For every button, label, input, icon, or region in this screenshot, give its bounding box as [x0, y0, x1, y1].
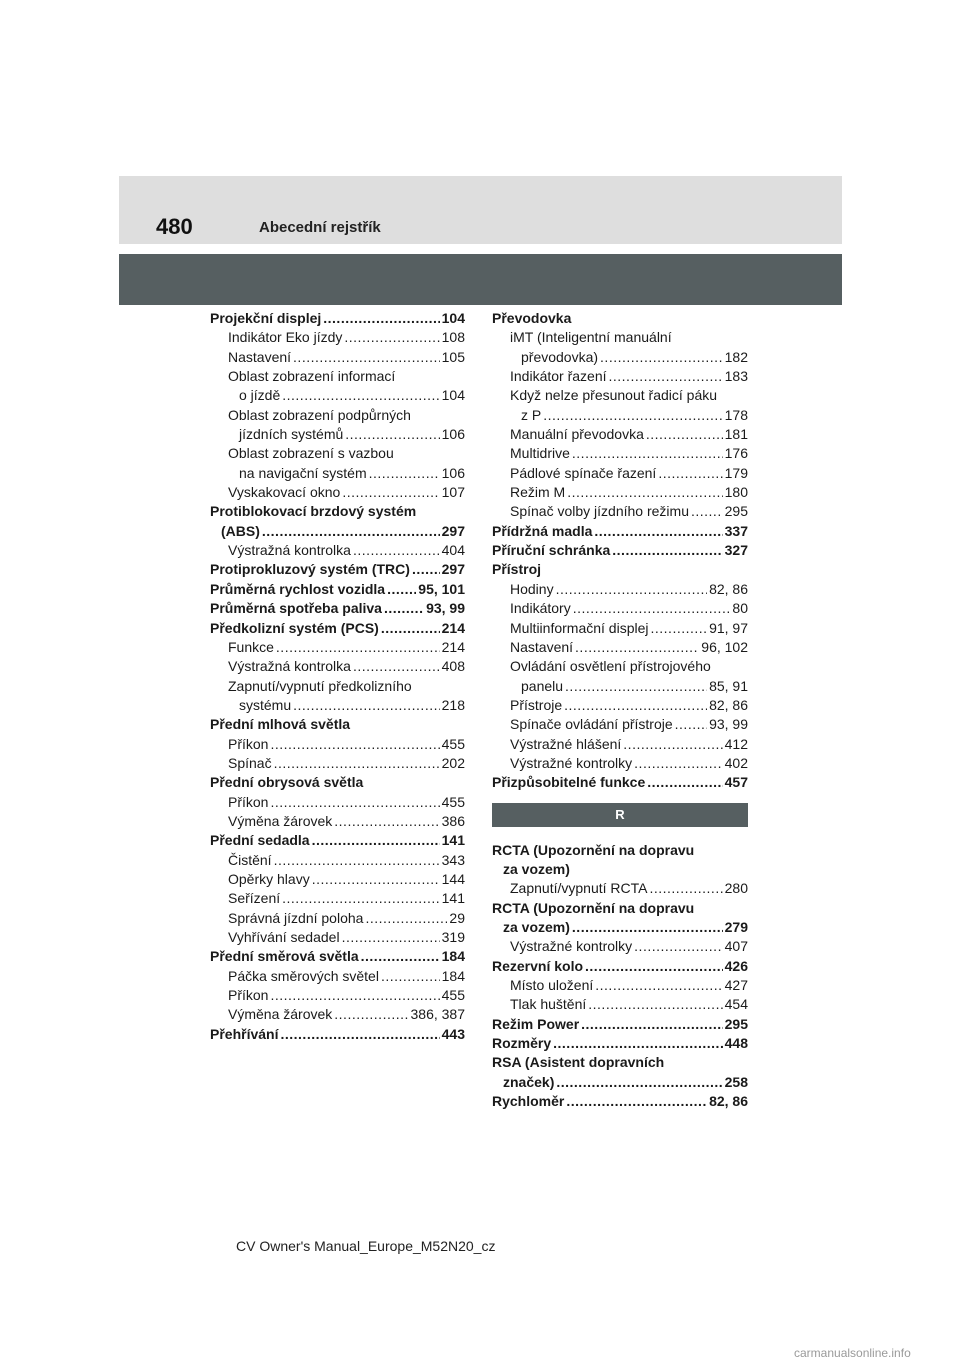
- index-entry: [210, 1025, 465, 1044]
- index-subentry: [210, 793, 465, 812]
- entry-text: Vyhřívání sedadel: [228, 929, 340, 945]
- entry-text: systému: [239, 696, 292, 713]
- index-subentry: [210, 677, 465, 696]
- leader-dots: [280, 1025, 439, 1044]
- index-subentry: [210, 425, 465, 444]
- entry-text: Protiprokluzový systém (TRC): [210, 561, 410, 578]
- index-entry: [492, 899, 748, 918]
- entry-text: z P: [521, 406, 542, 423]
- leader-dots: [573, 599, 731, 618]
- entry-text: za vozem): [503, 918, 570, 935]
- index-subentry: [492, 879, 748, 898]
- entry-text: jízdních systémů: [239, 426, 344, 443]
- page-reference: 144: [441, 870, 465, 887]
- leader-dots: [412, 560, 440, 579]
- index-subentry: [492, 995, 748, 1014]
- index-entry: [210, 773, 465, 792]
- index-subentry: [210, 348, 465, 367]
- index-subentry: [492, 464, 748, 483]
- entry-text: Seřízení: [228, 890, 281, 907]
- page-reference: 82, 86: [709, 580, 748, 597]
- index-subentry: [210, 638, 465, 657]
- leader-dots: [585, 957, 723, 976]
- page-reference: 218: [441, 696, 465, 713]
- leader-dots: [572, 444, 723, 463]
- index-entry: [210, 560, 465, 579]
- page-reference: 179: [724, 464, 748, 481]
- page-reference: 443: [441, 1025, 465, 1042]
- index-subentry: [492, 638, 748, 657]
- entry-text: Vyskakovací okno: [228, 484, 341, 501]
- entry-text: Převodovka: [492, 310, 572, 326]
- entry-text: Když nelze přesunout řadicí páku: [510, 387, 718, 404]
- entry-text: na navigační systém: [239, 464, 367, 481]
- index-subentry: [492, 619, 748, 638]
- leader-dots: [387, 580, 416, 599]
- watermark: carmanualsonline.info: [794, 1346, 911, 1360]
- page-reference: 181: [724, 426, 748, 443]
- entry-text: Přední sedadla: [210, 832, 310, 849]
- page-reference: 184: [441, 948, 465, 965]
- entry-text: Hodiny: [510, 580, 554, 597]
- entry-text: Indikátor Eko jízdy: [228, 329, 343, 346]
- leader-dots: [594, 522, 722, 541]
- index-entry: [492, 957, 748, 976]
- leader-dots: [353, 541, 440, 560]
- page-reference: 106: [441, 464, 465, 481]
- header-band: [119, 176, 842, 244]
- leader-dots: [342, 483, 439, 502]
- index-group-r: [492, 841, 748, 1112]
- page-reference: 407: [724, 938, 748, 955]
- entry-text: Průměrná spotřeba paliva: [210, 600, 382, 617]
- page-reference: 141: [441, 890, 465, 907]
- leader-dots: [384, 599, 424, 618]
- page-reference: 93, 99: [709, 716, 748, 733]
- page-reference: 214: [441, 638, 465, 655]
- index-subentry: [492, 444, 748, 463]
- page-reference: 386, 387: [410, 1006, 465, 1023]
- entry-text: Spínače ovládání přístroje: [510, 716, 673, 733]
- entry-text: o jízdě: [239, 387, 281, 404]
- leader-dots: [543, 406, 722, 425]
- leader-dots: [342, 928, 440, 947]
- page-reference: 295: [724, 1015, 748, 1032]
- page-reference: 82, 86: [709, 1093, 748, 1110]
- page-reference: 202: [441, 754, 465, 771]
- index-entry: [210, 947, 465, 966]
- index-subentry: [210, 464, 465, 483]
- index-subentry: [492, 406, 748, 425]
- page-reference: 343: [441, 851, 465, 868]
- page-reference: 402: [724, 754, 748, 771]
- index-entry: [492, 541, 748, 560]
- page-reference: 95, 101: [418, 580, 465, 597]
- index-subentry: [210, 696, 465, 715]
- page-reference: 106: [441, 426, 465, 443]
- page-reference: 295: [724, 503, 748, 520]
- page-reference: 258: [724, 1073, 748, 1090]
- leader-dots: [293, 348, 440, 367]
- page-reference: 455: [441, 793, 465, 810]
- entry-text: Opěrky hlavy: [228, 870, 310, 887]
- leader-dots: [623, 735, 722, 754]
- page-reference: 214: [441, 619, 465, 636]
- leader-dots: [567, 483, 722, 502]
- entry-text: Příkon: [228, 793, 269, 810]
- index-subentry: [210, 986, 465, 1005]
- section-letter-bar: R: [492, 803, 748, 827]
- entry-text: Indikátor řazení: [510, 368, 607, 385]
- index-entry: [492, 1092, 748, 1111]
- index-entry: [210, 619, 465, 638]
- page-reference: 85, 91: [709, 677, 748, 694]
- index-entry: [492, 522, 748, 541]
- entry-text: Oblast zobrazení s vazbou: [228, 445, 394, 462]
- entry-text: Projekční displej: [210, 310, 322, 326]
- index-subentry: [492, 657, 748, 676]
- page-reference: 404: [441, 542, 465, 559]
- leader-dots: [553, 1034, 723, 1053]
- entry-text: Přehřívání: [210, 1025, 279, 1042]
- page-reference: 93, 99: [426, 600, 465, 617]
- leader-dots: [334, 1005, 408, 1024]
- index-subentry: [492, 386, 748, 405]
- entry-text: Výstražné hlášení: [510, 735, 622, 752]
- page-reference: 454: [724, 996, 748, 1013]
- index-subentry: [492, 677, 748, 696]
- entry-text: Pádlové spínače řazení: [510, 464, 657, 481]
- entry-text: Multidrive: [510, 445, 570, 462]
- page-reference: 91, 97: [709, 619, 748, 636]
- index-subentry: [492, 483, 748, 502]
- index-subentry: [210, 928, 465, 947]
- section-banner: [119, 254, 842, 305]
- leader-dots: [270, 793, 439, 812]
- entry-text: RCTA (Upozornění na dopravu: [492, 899, 695, 916]
- page-reference: 105: [441, 348, 465, 365]
- entry-text: za vozem): [503, 860, 570, 877]
- index-subentry: [492, 754, 748, 773]
- leader-dots: [293, 696, 440, 715]
- index-subentry: [210, 1005, 465, 1024]
- page-reference: 80: [732, 600, 748, 617]
- index-subentry: [492, 937, 748, 956]
- page-reference: 297: [441, 561, 465, 578]
- leader-dots: [634, 937, 722, 956]
- leader-dots: [345, 425, 439, 444]
- page-reference: 408: [441, 658, 465, 675]
- leader-dots: [353, 657, 440, 676]
- entry-text: Místo uložení: [510, 977, 594, 993]
- leader-dots: [612, 541, 722, 560]
- entry-text: Spínač: [228, 754, 272, 771]
- index-entry: [492, 841, 748, 860]
- page-reference: 427: [724, 977, 748, 993]
- entry-text: Přední mlhová světla: [210, 716, 351, 733]
- index-entry: [210, 522, 465, 541]
- entry-text: převodovka): [521, 348, 599, 365]
- index-subentry: [210, 754, 465, 773]
- leader-dots: [312, 870, 440, 889]
- entry-text: Správná jízdní poloha: [228, 909, 364, 926]
- leader-dots: [556, 1073, 722, 1092]
- index-column-right: [492, 309, 748, 1111]
- index-subentry: [492, 580, 748, 599]
- page-reference: 455: [441, 735, 465, 752]
- page-reference: 280: [724, 880, 748, 897]
- index-subentry: [210, 386, 465, 405]
- leader-dots: [691, 502, 723, 521]
- leader-dots: [365, 909, 447, 928]
- index-entry: [492, 309, 748, 328]
- entry-text: RCTA (Upozornění na dopravu: [492, 841, 695, 858]
- entry-text: Průměrná rychlost vozidla: [210, 580, 386, 597]
- entry-text: Ovládání osvětlení přístrojového: [510, 658, 711, 675]
- page-reference: 319: [441, 929, 465, 945]
- page-reference: 412: [724, 735, 748, 752]
- index-group-p: [492, 309, 748, 793]
- page-reference: 104: [441, 387, 465, 404]
- page-reference: 82, 86: [709, 696, 748, 713]
- leader-dots: [649, 879, 722, 898]
- entry-text: Páčka směrových světel: [228, 967, 379, 984]
- entry-text: Příruční schránka: [492, 542, 611, 559]
- page-reference: 327: [724, 542, 748, 559]
- entry-text: Nastavení: [510, 638, 574, 655]
- index-entry: [210, 715, 465, 734]
- leader-dots: [344, 328, 439, 347]
- entry-text: Přední směrová světla: [210, 948, 359, 965]
- entry-text: Spínač volby jízdního režimu: [510, 503, 689, 520]
- index-subentry: [210, 735, 465, 754]
- leader-dots: [556, 580, 707, 599]
- index-subentry: [210, 889, 465, 908]
- page-reference: 183: [724, 368, 748, 385]
- index-entry: [210, 502, 465, 521]
- entry-text: Předkolizní systém (PCS): [210, 619, 379, 636]
- index-entry: [210, 309, 465, 328]
- footer-manual-name: CV Owner's Manual_Europe_M52N20_cz: [236, 1238, 496, 1254]
- entry-text: Čistění: [228, 851, 272, 868]
- page-reference: 455: [441, 987, 465, 1004]
- entry-text: Funkce: [228, 638, 274, 655]
- index-subentry: [210, 406, 465, 425]
- index-subentry: [492, 735, 748, 754]
- entry-text: Multiinformační displej: [510, 619, 649, 636]
- leader-dots: [565, 677, 707, 696]
- leader-dots: [658, 464, 722, 483]
- leader-dots: [274, 754, 440, 773]
- index-entry: [492, 1015, 748, 1034]
- entry-text: Rychloměr: [492, 1093, 565, 1110]
- index-subentry: [492, 502, 748, 521]
- leader-dots: [600, 348, 723, 367]
- index-subentry: [492, 715, 748, 734]
- index-subentry: [492, 328, 748, 347]
- index-subentry: [492, 696, 748, 715]
- leader-dots: [369, 464, 440, 483]
- page-reference: 184: [441, 967, 465, 984]
- page-reference: 448: [724, 1035, 748, 1052]
- index-subentry: [210, 367, 465, 386]
- entry-text: Přídržná madla: [492, 522, 593, 539]
- index-subentry: [210, 483, 465, 502]
- leader-dots: [274, 851, 440, 870]
- page-title: Abecední rejstřík: [259, 219, 381, 236]
- leader-dots: [609, 367, 723, 386]
- page-reference: 180: [724, 484, 748, 501]
- index-subentry: [210, 541, 465, 560]
- index-subentry: [210, 967, 465, 986]
- entry-text: Výstražné kontrolky: [510, 754, 633, 771]
- entry-text: Režim Power: [492, 1015, 580, 1032]
- entry-text: Výměna žárovek: [228, 1006, 333, 1023]
- entry-text: Protiblokovací brzdový systém: [210, 503, 417, 520]
- index-subentry: [210, 870, 465, 889]
- entry-text: Přístroje: [510, 696, 563, 713]
- entry-text: Tlak huštění: [510, 996, 587, 1013]
- leader-dots: [588, 995, 722, 1014]
- entry-text: Zapnutí/vypnutí předkolizního: [228, 677, 412, 694]
- leader-dots: [282, 386, 439, 405]
- entry-text: Přední obrysová světla: [210, 774, 364, 791]
- leader-dots: [572, 918, 723, 937]
- entry-text: Nastavení: [228, 348, 292, 365]
- index-entry: [492, 1053, 748, 1072]
- index-entry: [492, 918, 748, 937]
- page-reference: 457: [724, 774, 748, 791]
- entry-text: Indikátory: [510, 600, 571, 617]
- index-entry: [492, 860, 748, 879]
- entry-text: Výstražná kontrolka: [228, 542, 351, 559]
- leader-dots: [581, 1015, 723, 1034]
- leader-dots: [361, 947, 440, 966]
- leader-dots: [634, 754, 722, 773]
- index-entry: [492, 560, 748, 579]
- entry-text: Přístroj: [492, 561, 542, 578]
- entry-text: Manuální převodovka: [510, 426, 644, 443]
- entry-text: Výstražná kontrolka: [228, 658, 351, 675]
- index-subentry: [492, 367, 748, 386]
- page-reference: 29: [449, 909, 465, 926]
- index-subentry: [210, 657, 465, 676]
- leader-dots: [564, 696, 707, 715]
- index-subentry: [210, 444, 465, 463]
- index-subentry: [210, 812, 465, 831]
- page-reference: 104: [441, 310, 465, 326]
- entry-text: RSA (Asistent dopravních: [492, 1054, 665, 1071]
- leader-dots: [381, 619, 440, 638]
- entry-text: panelu: [521, 677, 564, 694]
- entry-text: Výstražné kontrolky: [510, 938, 633, 955]
- entry-text: Příkon: [228, 735, 269, 752]
- index-subentry: [492, 976, 748, 995]
- leader-dots: [270, 986, 439, 1005]
- entry-text: Přizpůsobitelné funkce: [492, 774, 646, 791]
- leader-dots: [312, 831, 440, 850]
- page-number: 480: [156, 214, 193, 239]
- leader-dots: [575, 638, 699, 657]
- entry-text: Rezervní kolo: [492, 957, 584, 974]
- index-entry: [210, 599, 465, 618]
- index-subentry: [492, 425, 748, 444]
- leader-dots: [276, 638, 440, 657]
- leader-dots: [282, 889, 440, 908]
- entry-text: Výměna žárovek: [228, 812, 333, 829]
- index-subentry: [210, 851, 465, 870]
- entry-text: značek): [503, 1073, 555, 1090]
- leader-dots: [381, 967, 440, 986]
- entry-text: iMT (Inteligentní manuální: [510, 329, 672, 346]
- index-subentry: [492, 599, 748, 618]
- entry-text: Režim M: [510, 484, 566, 501]
- leader-dots: [566, 1092, 707, 1111]
- leader-dots: [323, 309, 439, 328]
- leader-dots: [262, 522, 440, 541]
- page-reference: 141: [441, 832, 465, 849]
- entry-text: Oblast zobrazení informací: [228, 368, 396, 385]
- page-reference: 426: [724, 957, 748, 974]
- page-reference: 96, 102: [701, 638, 748, 655]
- index-entry: [492, 1034, 748, 1053]
- index-entry: [210, 831, 465, 850]
- index-subentry: [210, 909, 465, 928]
- index-subentry: [492, 348, 748, 367]
- page-reference: 337: [724, 522, 748, 539]
- index-entry: [492, 773, 748, 792]
- index-entry: [210, 580, 465, 599]
- leader-dots: [647, 773, 722, 792]
- page-reference: 107: [441, 484, 465, 501]
- page-reference: 182: [724, 348, 748, 365]
- index-column-left: [210, 309, 465, 1044]
- leader-dots: [646, 425, 723, 444]
- leader-dots: [595, 976, 722, 995]
- page-reference: 386: [441, 812, 465, 829]
- entry-text: Rozměry: [492, 1035, 552, 1052]
- page-reference: 108: [441, 329, 465, 346]
- page-reference: 279: [724, 918, 748, 935]
- leader-dots: [651, 619, 708, 638]
- entry-text: Oblast zobrazení podpůrných: [228, 406, 411, 423]
- leader-dots: [675, 715, 707, 734]
- entry-text: Příkon: [228, 987, 269, 1004]
- page-reference: 176: [724, 445, 748, 462]
- entry-text: (ABS): [221, 522, 260, 539]
- entry-text: Zapnutí/vypnutí RCTA: [510, 880, 648, 897]
- page-reference: 297: [441, 522, 465, 539]
- leader-dots: [334, 812, 439, 831]
- page-reference: 178: [724, 406, 748, 423]
- leader-dots: [270, 735, 439, 754]
- index-entry: [492, 1073, 748, 1092]
- index-subentry: [210, 328, 465, 347]
